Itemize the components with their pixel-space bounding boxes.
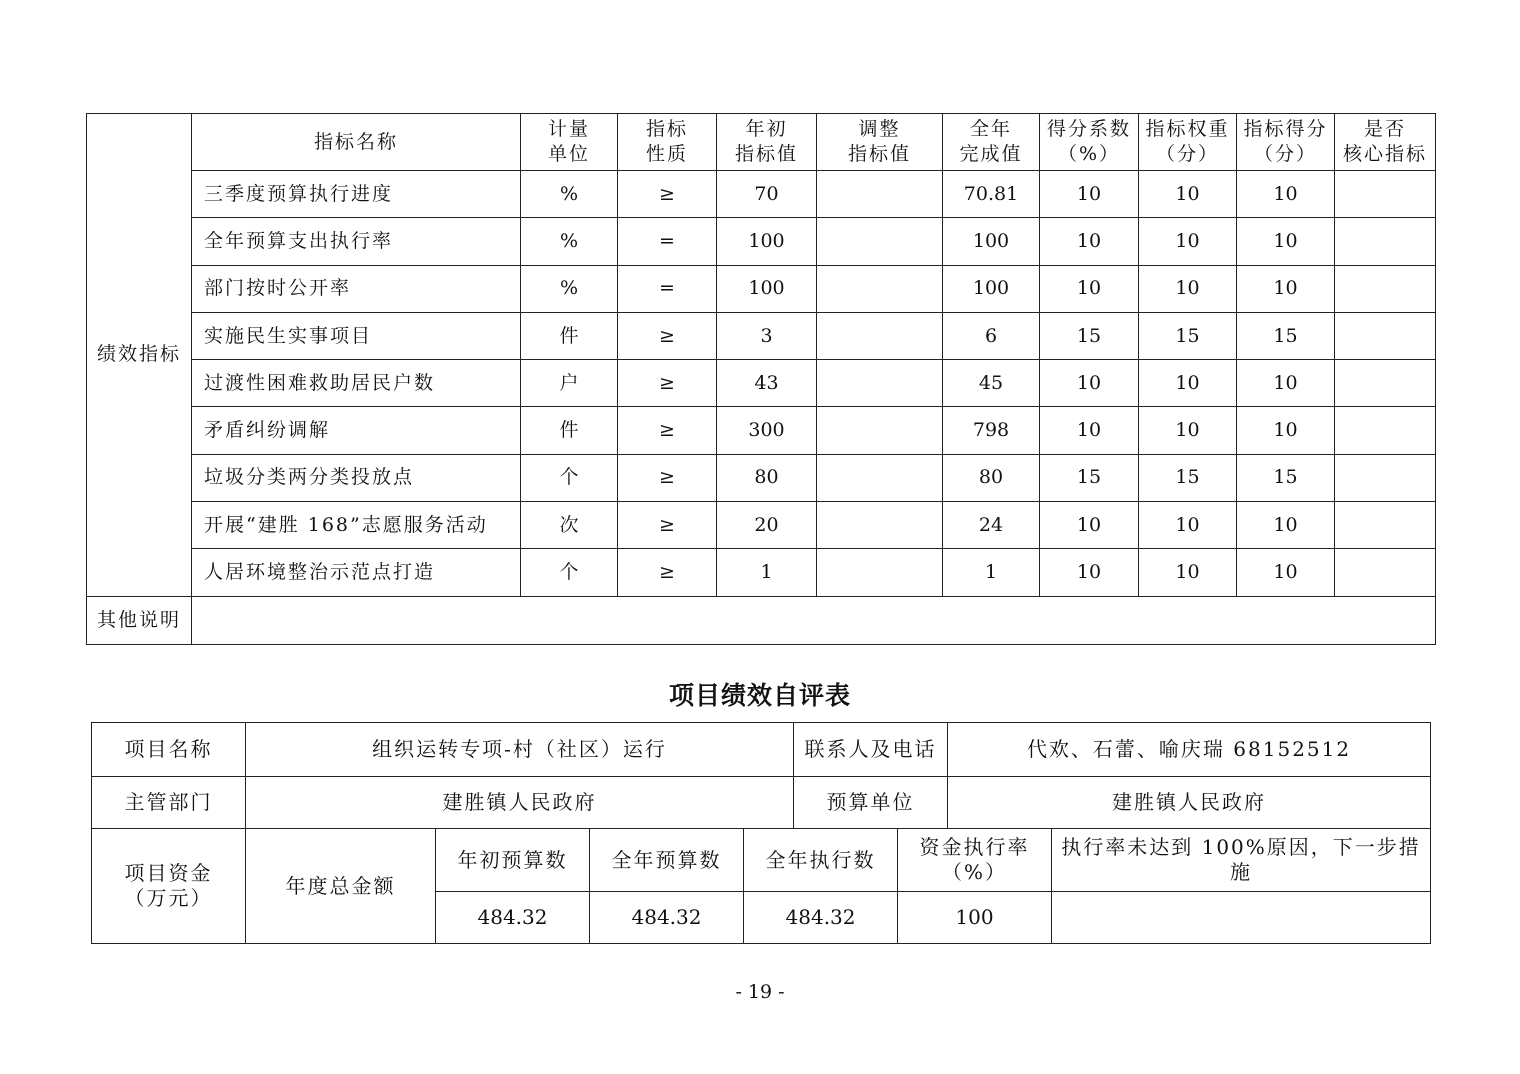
project-name-label: 项目名称 [92,723,246,777]
indicator-name-cell: 实施民生实事项目 [192,312,521,359]
initial-value-cell: 1 [717,549,817,596]
table-row [92,723,1431,777]
project-name-value: 组织运转专项-村（社区）运行 [246,723,794,777]
adjusted-value-cell [817,312,943,359]
core-flag-cell [1335,360,1436,407]
table-row [87,171,1436,218]
indicator-name-cell: 过渡性困难救助居民户数 [192,360,521,407]
contact-value: 代欢、石蕾、喻庆瑞 68152512 [948,723,1431,777]
score-cell: 10 [1237,360,1335,407]
self-eval-table [91,722,1431,944]
weight-cell: 10 [1139,502,1237,549]
core-flag-cell [1335,265,1436,312]
indicator-name-cell: 垃圾分类两分类投放点 [192,454,521,501]
core-flag-cell [1335,454,1436,501]
initial-value-cell: 300 [717,407,817,454]
core-flag-cell [1335,171,1436,218]
funds-label: 项目资金 （万元） [92,829,246,944]
reason-label: 执行率未达到 100%原因，下一步措施 [1052,829,1431,892]
unit-cell: 户 [521,360,618,407]
table-row [87,312,1436,359]
budget-unit-value: 建胜镇人民政府 [948,777,1431,829]
budget-unit-label: 预算单位 [794,777,948,829]
score-coefficient-cell: 10 [1040,549,1139,596]
exec-rate-label: 资金执行率 （%） [898,829,1052,892]
nature-cell: ≥ [618,502,717,549]
initial-value-cell: 80 [717,454,817,501]
header-unit: 计量 单位 [521,114,618,171]
table-row [87,502,1436,549]
header-initial: 年初 指标值 [717,114,817,171]
completed-value-cell: 1 [943,549,1040,596]
completed-value-cell: 100 [943,218,1040,265]
header-weight: 指标权重 （分） [1139,114,1237,171]
score-coefficient-cell: 10 [1040,218,1139,265]
contact-label: 联系人及电话 [794,723,948,777]
reason-value [1052,892,1431,944]
nature-cell: ≥ [618,171,717,218]
initial-budget-label: 年初预算数 [436,829,590,892]
other-notes-label: 其他说明 [87,596,192,644]
weight-cell: 10 [1139,407,1237,454]
initial-value-cell: 70 [717,171,817,218]
dept-value: 建胜镇人民政府 [246,777,794,829]
unit-cell: 件 [521,312,618,359]
completed-value-cell: 798 [943,407,1040,454]
performance-indicator-table [86,113,1436,645]
table-row [87,549,1436,596]
completed-value-cell: 100 [943,265,1040,312]
adjusted-value-cell [817,171,943,218]
score-cell: 10 [1237,265,1335,312]
indicator-name-cell: 开展“建胜 168”志愿服务活动 [192,502,521,549]
score-cell: 10 [1237,171,1335,218]
score-cell: 10 [1237,218,1335,265]
annual-exec-label: 全年执行数 [744,829,898,892]
completed-value-cell: 45 [943,360,1040,407]
nature-cell: ≥ [618,407,717,454]
adjusted-value-cell [817,407,943,454]
score-coefficient-cell: 10 [1040,360,1139,407]
unit-cell: 件 [521,407,618,454]
unit-cell: 次 [521,502,618,549]
score-coefficient-cell: 10 [1040,502,1139,549]
table-row [87,218,1436,265]
adjusted-value-cell [817,265,943,312]
nature-cell: ≥ [618,549,717,596]
weight-cell: 10 [1139,265,1237,312]
nature-cell: ≥ [618,454,717,501]
table-row [87,360,1436,407]
initial-value-cell: 3 [717,312,817,359]
indicator-name-cell: 全年预算支出执行率 [192,218,521,265]
table-row [87,407,1436,454]
score-cell: 10 [1237,407,1335,454]
nature-cell: ≥ [618,312,717,359]
section-label: 绩效指标 [87,114,192,597]
unit-cell: 个 [521,454,618,501]
core-flag-cell [1335,312,1436,359]
score-cell: 15 [1237,454,1335,501]
completed-value-cell: 80 [943,454,1040,501]
completed-value-cell: 70.81 [943,171,1040,218]
core-flag-cell [1335,407,1436,454]
nature-cell: = [618,265,717,312]
header-core: 是否 核心指标 [1335,114,1436,171]
indicator-name-cell: 三季度预算执行进度 [192,171,521,218]
header-nature: 指标 性质 [618,114,717,171]
adjusted-value-cell [817,549,943,596]
annual-exec-value: 484.32 [744,892,898,944]
initial-value-cell: 20 [717,502,817,549]
unit-cell: % [521,171,618,218]
core-flag-cell [1335,218,1436,265]
weight-cell: 10 [1139,171,1237,218]
table-row [87,265,1436,312]
header-adjusted: 调整 指标值 [817,114,943,171]
score-coefficient-cell: 10 [1040,407,1139,454]
dept-label: 主管部门 [92,777,246,829]
score-coefficient-cell: 10 [1040,265,1139,312]
table-row [92,777,1431,829]
unit-cell: 个 [521,549,618,596]
weight-cell: 15 [1139,454,1237,501]
score-coefficient-cell: 15 [1040,454,1139,501]
score-coefficient-cell: 15 [1040,312,1139,359]
completed-value-cell: 6 [943,312,1040,359]
weight-cell: 10 [1139,218,1237,265]
annual-budget-label: 全年预算数 [590,829,744,892]
initial-budget-value: 484.32 [436,892,590,944]
score-cell: 10 [1237,502,1335,549]
adjusted-value-cell [817,218,943,265]
adjusted-value-cell [817,454,943,501]
nature-cell: = [618,218,717,265]
other-notes-value [192,596,1436,644]
score-cell: 10 [1237,549,1335,596]
other-notes-row [87,596,1436,644]
adjusted-value-cell [817,502,943,549]
initial-value-cell: 100 [717,265,817,312]
initial-value-cell: 100 [717,218,817,265]
header-score: 指标得分 （分） [1237,114,1335,171]
score-cell: 15 [1237,312,1335,359]
page-number: - 19 - [735,981,785,1003]
unit-cell: % [521,218,618,265]
nature-cell: ≥ [618,360,717,407]
self-eval-title: 项目绩效自评表 [668,681,851,710]
header-name: 指标名称 [192,114,521,171]
completed-value-cell: 24 [943,502,1040,549]
core-flag-cell [1335,502,1436,549]
indicator-name-cell: 部门按时公开率 [192,265,521,312]
table-row [92,829,1431,892]
annual-budget-value: 484.32 [590,892,744,944]
weight-cell: 10 [1139,549,1237,596]
header-coef: 得分系数 （%） [1040,114,1139,171]
annual-total-label: 年度总金额 [246,829,436,944]
indicator-name-cell: 人居环境整治示范点打造 [192,549,521,596]
initial-value-cell: 43 [717,360,817,407]
indicator-name-cell: 矛盾纠纷调解 [192,407,521,454]
header-row [87,114,1436,171]
score-coefficient-cell: 10 [1040,171,1139,218]
core-flag-cell [1335,549,1436,596]
adjusted-value-cell [817,360,943,407]
weight-cell: 15 [1139,312,1237,359]
weight-cell: 10 [1139,360,1237,407]
exec-rate-value: 100 [898,892,1052,944]
unit-cell: % [521,265,618,312]
header-completed: 全年 完成值 [943,114,1040,171]
table-row [87,454,1436,501]
